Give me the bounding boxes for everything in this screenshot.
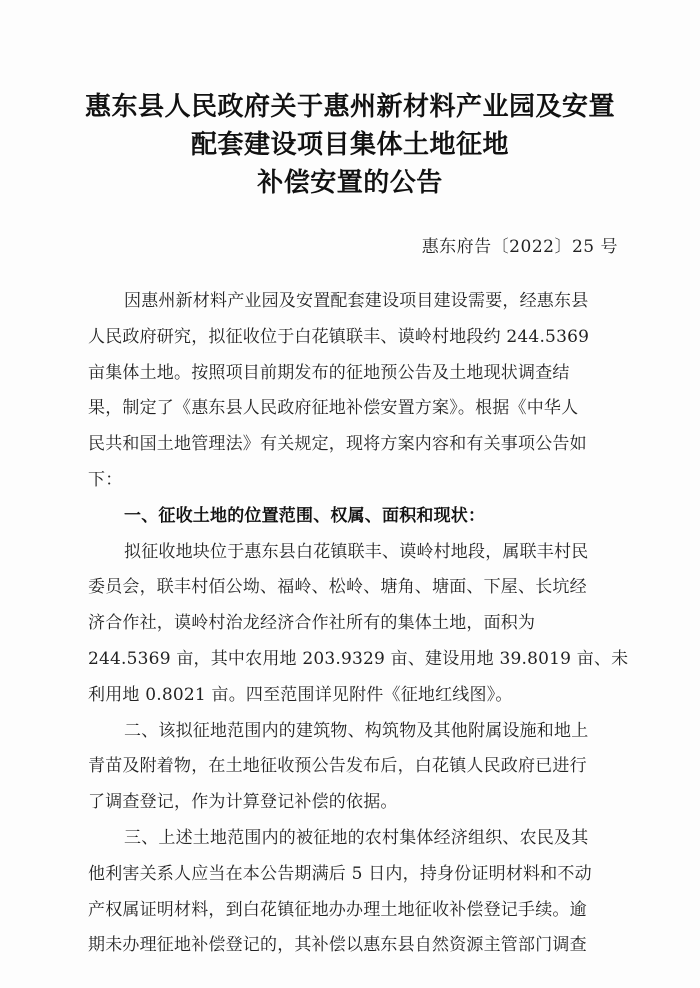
text-line: 亩集体土地。按照项目前期发布的征地预公告及土地现状调查结 xyxy=(88,362,570,383)
text-line: 委员会，联丰村佰公坳、福岭、松岭、塘角、塘面、下屋、长坑经 xyxy=(88,577,587,598)
document-title xyxy=(60,88,640,202)
text-line: 下： xyxy=(88,469,123,490)
text-line: 了调查登记，作为计算登记补偿的依据。 xyxy=(88,792,398,813)
text-line: 济合作社，谟岭村治龙经济合作社所有的集体土地，面积为 xyxy=(88,613,536,634)
text-line: 因惠州新材料产业园及安置配套建设项目建设需要，经惠东县 xyxy=(124,291,589,311)
text-line: 他利害关系人应当在本公告期满后 5 日内，持身份证明材料和不动 xyxy=(88,863,592,884)
title-line: 配套建设项目集体土地征地 xyxy=(190,130,509,160)
section-heading: 一、征收土地的位置范围、权属、面积和现状： xyxy=(124,505,486,526)
text-line: 拟征收地块位于惠东县白花镇联丰、谟岭村地段，属联丰村民 xyxy=(124,541,589,562)
document-number: 惠东府告〔2022〕25 号 xyxy=(421,237,618,257)
title-line: 补偿安置的公告 xyxy=(257,168,443,198)
text-line: 果，制定了《惠东县人民政府征地补偿安置方案》。根据《中华人 xyxy=(88,398,579,419)
text-line: 二、该拟征地范围内的建筑物、构筑物及其他附属设施和地上 xyxy=(124,720,589,741)
text-line: 青苗及附着物，在土地征收预公告发布后，白花镇人民政府已进行 xyxy=(88,756,587,777)
text-line: 利用地 0.8021 亩。四至范围详见附件《征地红线图》。 xyxy=(88,684,513,705)
text-line: 人民政府研究，拟征收位于白花镇联丰、谟岭村地段约 244.5369 xyxy=(88,326,590,347)
text-line: 民共和国土地管理法》有关规定，现将方案内容和有关事项公告如 xyxy=(88,434,587,455)
document-body xyxy=(88,284,628,964)
text-line: 产权属证明材料，到白花镇征地办办理土地征收补偿登记手续。逾 xyxy=(88,899,587,920)
title-line: 惠东县人民政府关于惠州新材料产业园及安置 xyxy=(84,92,615,122)
text-line: 三、上述土地范围内的被征地的农村集体经济组织、农民及其 xyxy=(124,827,589,848)
text-line: 期未办理征地补偿登记的，其补偿以惠东县自然资源主管部门调查 xyxy=(88,935,587,956)
text-line: 244.5369 亩，其中农用地 203.9329 亩、建设用地 39.8019 亩、未 xyxy=(88,648,629,669)
